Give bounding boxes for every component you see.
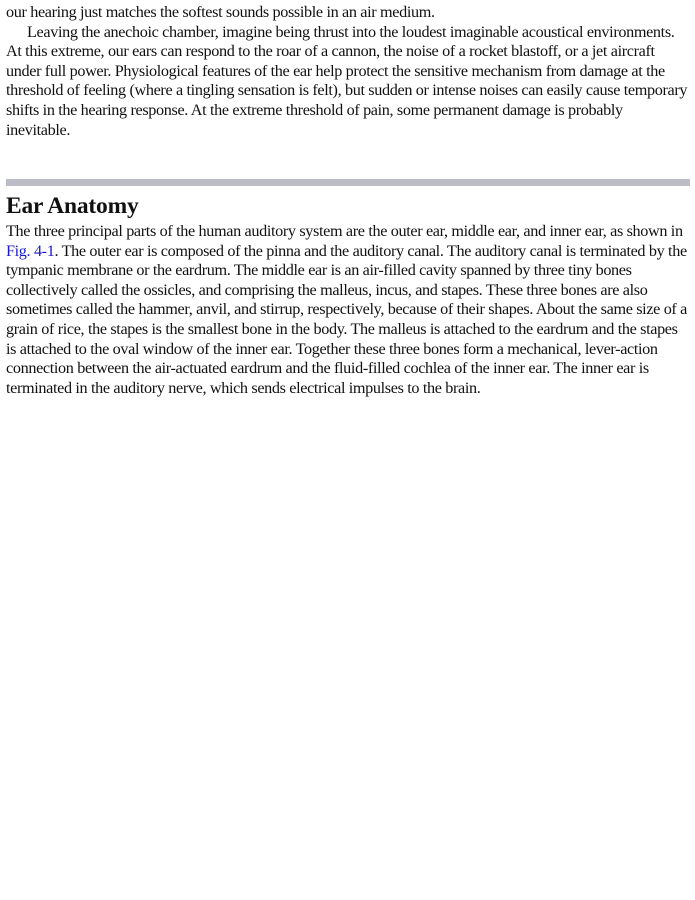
intro-text bbox=[6, 3, 690, 140]
section-body bbox=[6, 222, 690, 398]
intro-line: our hearing just matches the softest sounds possible in an air medium. bbox=[6, 3, 435, 21]
body-text-end: . The outer ear is composed of the pinna and the auditory canal. The auditory canal is terminated by the tympanic membrane or the eardrum. The middle ear is an air-filled cavity spanned by three tiny bones collectively called the ossicles, and comprising the malleus, incus, and stapes. These three bones are also sometimes called the hammer, anvil, and stirrup, respectively, because of their shapes. About the same size of a grain of rice, the stapes is the smallest bone in the body. The malleus is attached to the eardrum and the stapes is attached to the oval window of the inner ear. Together these three bones form a mechanical, lever-action connection between the air-actuated eardrum and the fluid-filled cochlea of the inner ear. The inner ear is terminated in the auditory nerve, which sends electrical impulses to the brain. bbox=[6, 241, 688, 397]
section-title: Ear Anatomy bbox=[6, 193, 139, 219]
section-divider bbox=[6, 179, 690, 186]
figure-4-1-link[interactable]: Fig. 4-1 bbox=[6, 241, 55, 260]
body-text-start: The three principal parts of the human auditory system are the outer ear, middle ear, and inner ear, as shown in bbox=[6, 222, 683, 240]
intro-paragraph: Leaving the anechoic chamber, imagine being thrust into the loudest imaginable acoustical environments. At this extreme, our ears can respond to the roar of a cannon, the noise of a rocket blastoff, or a jet aircraft under full power. Physiological features of the ear help protect the sensitive mechanism from damage at the threshold of feeling (where a tingling sensation is felt), but sudden or intense noises can easily cause temporary shifts in the hearing response. At the extreme threshold of pain, some permanent damage is probably inevitable. bbox=[6, 22, 688, 139]
section-paragraph bbox=[6, 222, 690, 398]
